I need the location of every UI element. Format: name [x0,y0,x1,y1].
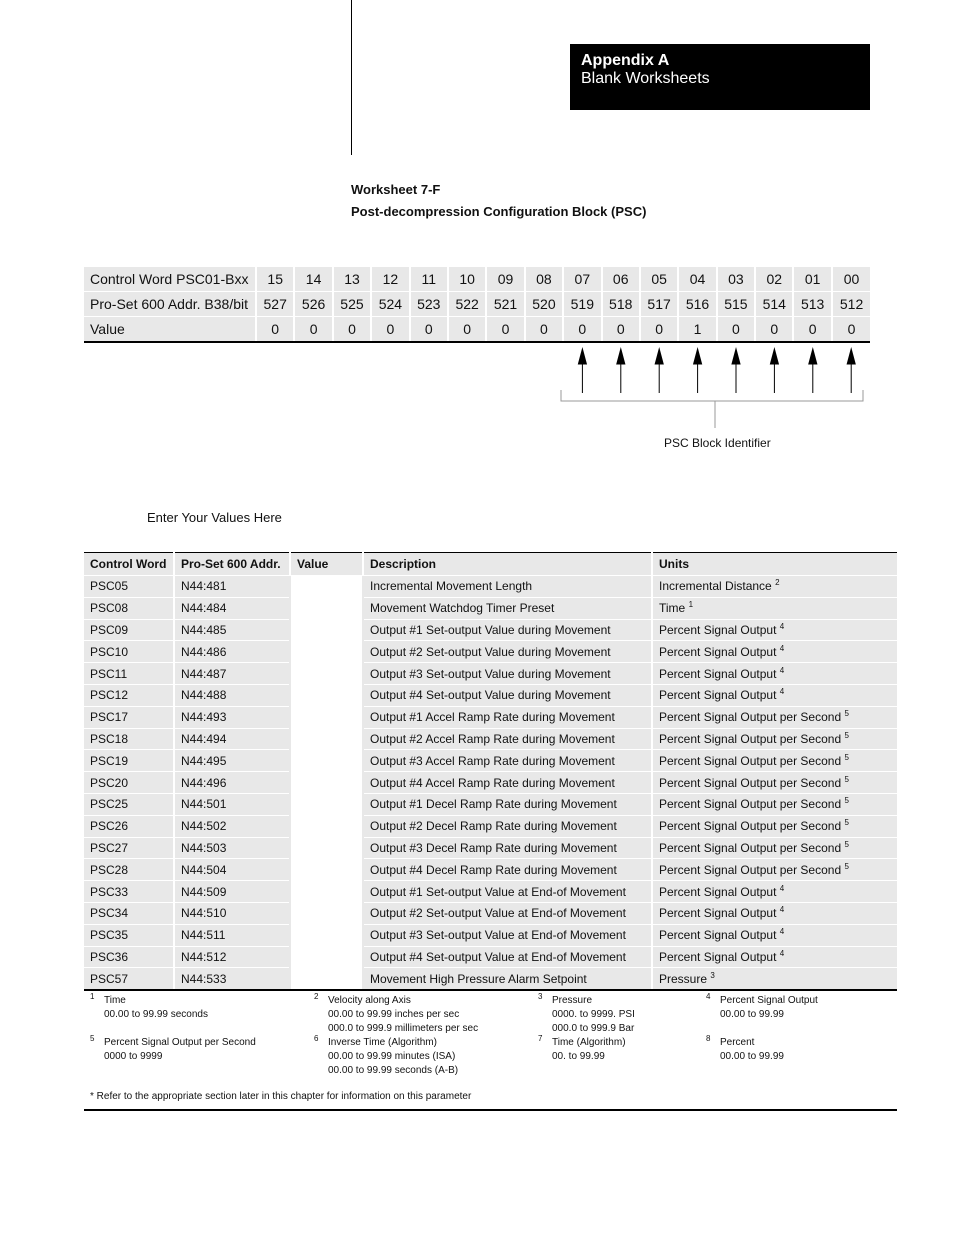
address-cell: N44:481 [174,576,290,598]
description-cell: Output #1 Accel Ramp Rate during Movement [363,706,652,728]
bit-cell: 520 [525,292,563,317]
footnote-6 [314,1034,459,1078]
bit-cell[interactable]: 0 [448,317,486,343]
footnote-line: Percent Signal Output per Second [104,1037,256,1048]
value-entry-cell[interactable] [290,837,363,859]
value-entry-cell[interactable] [290,597,363,619]
description-cell: Output #1 Decel Ramp Rate during Movement [363,793,652,815]
footnote-line: Percent [720,1037,755,1048]
bit-cell[interactable]: 1 [678,317,716,343]
units-cell [652,684,897,706]
bit-cell[interactable]: 0 [717,317,755,343]
control-word-cell: PSC12 [84,684,174,706]
units-footnote-ref: 4 [779,643,785,653]
units-text: Percent Signal Output [659,644,777,659]
table-row [84,772,897,794]
bit-cell: 513 [793,292,831,317]
description-cell: Movement Watchdog Timer Preset [363,597,652,619]
units-cell [652,946,897,968]
units-cell [652,859,897,881]
star-note: * Refer to the appropriate section later in this chapter for information on this parameter [90,1091,472,1102]
units-cell [652,576,897,598]
description-cell: Output #1 Set-output Value at End-of Movement [363,881,652,903]
bottom-rule [84,1109,897,1111]
bit-cell[interactable]: 0 [602,317,640,343]
bit-cell[interactable]: 0 [371,317,409,343]
units-cell [652,641,897,663]
footnote-line: 0000. to 9999. PSI [552,1009,635,1020]
bit-cell: 10 [448,267,486,292]
description-cell: Output #4 Accel Ramp Rate during Movement [363,772,652,794]
bit-cell: 518 [602,292,640,317]
table-row [84,619,897,641]
units-footnote-ref: 4 [779,905,785,915]
address-cell: N44:512 [174,946,290,968]
address-cell: N44:494 [174,728,290,750]
footnote-number: 4 [706,992,711,1001]
control-word-cell: PSC19 [84,750,174,772]
value-entry-cell[interactable] [290,946,363,968]
table-row [84,663,897,685]
footnote-line: 0000 to 9999 [104,1051,163,1062]
table-row [84,837,897,859]
value-entry-cell[interactable] [290,815,363,837]
bit-arrowhead [617,349,625,364]
psc-block-identifier-label: PSC Block Identifier [664,436,771,450]
units-text: Percent Signal Output [659,884,777,899]
value-entry-cell[interactable] [290,663,363,685]
address-cell: N44:496 [174,772,290,794]
value-entry-cell[interactable] [290,968,363,990]
units-text: Percent Signal Output [659,928,777,943]
control-word-cell: PSC11 [84,663,174,685]
footnote-7 [538,1034,626,1064]
control-word-cell: PSC28 [84,859,174,881]
table-row [84,750,897,772]
address-cell: N44:495 [174,750,290,772]
bit-cell: 00 [832,267,870,292]
bit-cell[interactable]: 0 [832,317,870,343]
footnote-2 [314,992,479,1036]
description-cell: Output #4 Set-output Value at End-of Movement [363,946,652,968]
units-footnote-ref: 5 [844,861,849,871]
footnote-line: 00.00 to 99.99 minutes (ISA) [328,1051,456,1062]
appendix-subtitle: Blank Worksheets [581,70,710,87]
units-cell [652,728,897,750]
bit-cell: 512 [832,292,870,317]
control-word-cell: PSC25 [84,793,174,815]
units-footnote-ref: 5 [844,839,849,849]
value-entry-cell[interactable] [290,793,363,815]
control-word-cell: PSC33 [84,881,174,903]
identifier-bracket [561,390,863,428]
table-row [84,706,897,728]
value-entry-cell[interactable] [290,902,363,924]
description-cell: Output #3 Accel Ramp Rate during Movement [363,750,652,772]
units-footnote-ref: 5 [844,818,849,828]
table-row [84,881,897,903]
address-cell: N44:485 [174,619,290,641]
footnote-number: 2 [314,992,319,1001]
table-row [84,576,897,598]
bit-arrowhead [578,349,586,364]
value-entry-cell[interactable] [290,772,363,794]
bit-cell: 514 [755,292,793,317]
value-entry-cell[interactable] [290,881,363,903]
bit-cell: 15 [256,267,294,292]
bit-cell[interactable]: 0 [563,317,601,343]
address-cell: N44:533 [174,968,290,990]
description-cell: Incremental Movement Length [363,576,652,598]
units-text: Percent Signal Output per Second [659,753,842,768]
header-control-word: Control Word [84,553,174,576]
bit-row-label: Pro-Set 600 Addr. B38/bit [84,292,256,317]
units-text: Incremental Distance [659,579,772,594]
bit-cell: 525 [333,292,371,317]
description-cell: Output #2 Set-output Value at End-of Movement [363,902,652,924]
table-row [84,924,897,946]
footnote-line: Time (Algorithm) [552,1037,626,1048]
address-cell: N44:493 [174,706,290,728]
units-footnote-ref: 4 [779,948,785,958]
address-cell: N44:502 [174,815,290,837]
table-row [84,946,897,968]
units-cell [652,881,897,903]
header-description: Description [363,553,652,576]
table-row [84,597,897,619]
units-cell [652,837,897,859]
bit-cell: 12 [371,267,409,292]
bit-arrowhead [770,349,778,364]
control-word-cell: PSC17 [84,706,174,728]
bit-cell[interactable]: 0 [256,317,294,343]
bit-cell: 521 [486,292,524,317]
units-text: Percent Signal Output [659,622,777,637]
value-entry-cell[interactable] [290,576,363,598]
units-footnote-ref: 4 [779,927,785,937]
description-cell: Output #2 Accel Ramp Rate during Movement [363,728,652,750]
units-footnote-ref: 5 [844,730,849,740]
address-cell: N44:504 [174,859,290,881]
bit-cell: 526 [294,292,332,317]
bit-cell: 519 [563,292,601,317]
table-row [84,815,897,837]
units-footnote-ref: 5 [844,796,849,806]
footnote-8 [706,1034,784,1064]
bit-cell[interactable]: 0 [640,317,678,343]
table-header-row [84,553,897,576]
footnote-number: 6 [314,1034,319,1043]
description-cell: Output #3 Set-output Value at End-of Movement [363,924,652,946]
header-address: Pro-Set 600 Addr. [174,553,290,576]
description-cell: Movement High Pressure Alarm Setpoint [363,968,652,990]
control-word-cell: PSC27 [84,837,174,859]
units-cell [652,924,897,946]
units-cell [652,597,897,619]
bit-cell[interactable]: 0 [755,317,793,343]
parameter-table [84,552,897,991]
bit-cell[interactable]: 0 [793,317,831,343]
description-cell: Output #2 Set-output Value during Movement [363,641,652,663]
bit-cell: 13 [333,267,371,292]
bit-cell: 523 [410,292,448,317]
footnote-line: 00.00 to 99.99 seconds (A-B) [328,1065,459,1076]
address-cell: N44:503 [174,837,290,859]
description-cell: Output #2 Decel Ramp Rate during Movement [363,815,652,837]
bit-cell: 05 [640,267,678,292]
address-cell: N44:510 [174,902,290,924]
bit-arrowhead [655,349,663,364]
footnote-1 [90,992,208,1022]
value-entry-cell[interactable] [290,684,363,706]
footnote-number: 8 [706,1034,711,1043]
bit-cell: 08 [525,267,563,292]
bit-arrowhead [847,349,855,364]
table-row [84,793,897,815]
bit-cell: 517 [640,292,678,317]
bit-cell: 11 [410,267,448,292]
units-text: Percent Signal Output [659,666,777,681]
units-cell [652,793,897,815]
units-footnote-ref: 5 [844,752,849,762]
table-row [84,641,897,663]
description-cell: Output #4 Decel Ramp Rate during Movement [363,859,652,881]
footnote-number: 3 [538,992,543,1001]
footnote-line: 00.00 to 99.99 [720,1009,784,1020]
bit-cell: 04 [678,267,716,292]
units-text: Percent Signal Output per Second [659,797,842,812]
value-entry-cell[interactable] [290,750,363,772]
control-word-cell: PSC05 [84,576,174,598]
value-entry-cell[interactable] [290,641,363,663]
units-footnote-ref: 5 [844,774,849,784]
units-cell [652,968,897,990]
table-row [84,728,897,750]
bit-cell: 09 [486,267,524,292]
units-footnote-ref: 5 [844,709,849,719]
units-text: Percent Signal Output per Second [659,731,842,746]
description-cell: Output #1 Set-output Value during Movement [363,619,652,641]
bit-cell: 527 [256,292,294,317]
units-footnote-ref: 1 [688,600,694,610]
address-cell: N44:488 [174,684,290,706]
address-cell: N44:501 [174,793,290,815]
worksheet-number: Worksheet 7-F [351,182,441,197]
bit-cell: 01 [793,267,831,292]
units-footnote-ref: 4 [779,883,785,893]
value-entry-cell[interactable] [290,728,363,750]
header-value: Value [290,553,363,576]
enter-values-label: Enter Your Values Here [147,510,282,525]
units-text: Percent Signal Output [659,949,777,964]
units-cell [652,706,897,728]
appendix-title: Appendix A [581,52,670,69]
footnote-number: 1 [90,992,95,1001]
description-cell: Output #3 Set-output Value during Movement [363,663,652,685]
footnote-line: Percent Signal Output [720,995,818,1006]
footnote-line: Time [104,995,126,1006]
footnote-line: Inverse Time (Algorithm) [328,1037,437,1048]
bit-cell: 524 [371,292,409,317]
worksheet-title: Post-decompression Configuration Block (PSC) [351,204,647,219]
value-entry-cell[interactable] [290,924,363,946]
bit-cell: 522 [448,292,486,317]
units-text: Percent Signal Output per Second [659,775,842,790]
control-word-cell: PSC09 [84,619,174,641]
units-footnote-ref: 3 [710,970,715,980]
control-word-cell: PSC36 [84,946,174,968]
footnote-number: 5 [90,1034,95,1043]
units-footnote-ref: 2 [775,578,780,588]
control-word-cell: PSC35 [84,924,174,946]
bit-cell: 515 [717,292,755,317]
value-entry-cell[interactable] [290,859,363,881]
footnote-line: Pressure [552,995,593,1006]
address-cell: N44:509 [174,881,290,903]
footnote-line: 00. to 99.99 [552,1051,605,1062]
footnote-4 [706,992,818,1022]
bit-cell: 516 [678,292,716,317]
footnote-line: 00.00 to 99.99 inches per sec [328,1009,460,1020]
footnote-3 [538,992,635,1036]
description-cell: Output #4 Set-output Value during Movement [363,684,652,706]
units-text: Percent Signal Output per Second [659,710,842,725]
control-word-cell: PSC26 [84,815,174,837]
units-cell [652,619,897,641]
bit-cell[interactable]: 0 [294,317,332,343]
table-row [84,684,897,706]
address-cell: N44:487 [174,663,290,685]
units-footnote-ref: 4 [779,665,785,675]
control-word-cell: PSC18 [84,728,174,750]
table-row [84,859,897,881]
bit-cell: 03 [717,267,755,292]
bit-cell[interactable]: 0 [486,317,524,343]
units-text: Pressure [659,971,708,986]
units-footnote-ref: 4 [779,621,785,631]
psc-identifier-diagram [0,0,954,460]
bit-arrowhead [732,349,740,364]
units-text: Percent Signal Output per Second [659,840,842,855]
footnote-line: 000.0 to 999.9 Bar [552,1023,635,1034]
units-footnote-ref: 4 [779,687,785,697]
units-cell [652,750,897,772]
bit-row-label: Control Word PSC01-Bxx [84,267,256,292]
bit-cell: 14 [294,267,332,292]
control-word-cell: PSC57 [84,968,174,990]
footnote-5 [90,1034,256,1064]
value-entry-cell[interactable] [290,619,363,641]
footnote-line: 00.00 to 99.99 seconds [104,1009,208,1020]
footnote-line: 00.00 to 99.99 [720,1051,784,1062]
bit-row-label: Value [84,317,256,343]
units-text: Percent Signal Output [659,688,777,703]
header-units: Units [652,553,897,576]
units-cell [652,815,897,837]
address-cell: N44:486 [174,641,290,663]
bit-cell[interactable]: 0 [410,317,448,343]
footnote-number: 7 [538,1034,543,1043]
bit-cell: 02 [755,267,793,292]
bit-cell: 06 [602,267,640,292]
bit-arrowhead [694,349,702,364]
bit-cell: 07 [563,267,601,292]
control-word-cell: PSC08 [84,597,174,619]
bit-cell[interactable]: 0 [333,317,371,343]
units-text: Percent Signal Output [659,906,777,921]
bit-arrowhead [809,349,817,364]
control-word-cell: PSC10 [84,641,174,663]
description-cell: Output #3 Decel Ramp Rate during Movement [363,837,652,859]
address-cell: N44:484 [174,597,290,619]
table-row [84,968,897,990]
table-row [84,902,897,924]
units-cell [652,902,897,924]
footnote-line: 000.0 to 999.9 millimeters per sec [328,1023,479,1034]
units-text: Time [659,601,686,616]
units-text: Percent Signal Output per Second [659,819,842,834]
units-cell [652,663,897,685]
footnote-line: Velocity along Axis [328,995,411,1006]
address-cell: N44:511 [174,924,290,946]
value-entry-cell[interactable] [290,706,363,728]
units-text: Percent Signal Output per Second [659,862,842,877]
bit-cell[interactable]: 0 [525,317,563,343]
units-cell [652,772,897,794]
control-word-cell: PSC20 [84,772,174,794]
control-word-cell: PSC34 [84,902,174,924]
